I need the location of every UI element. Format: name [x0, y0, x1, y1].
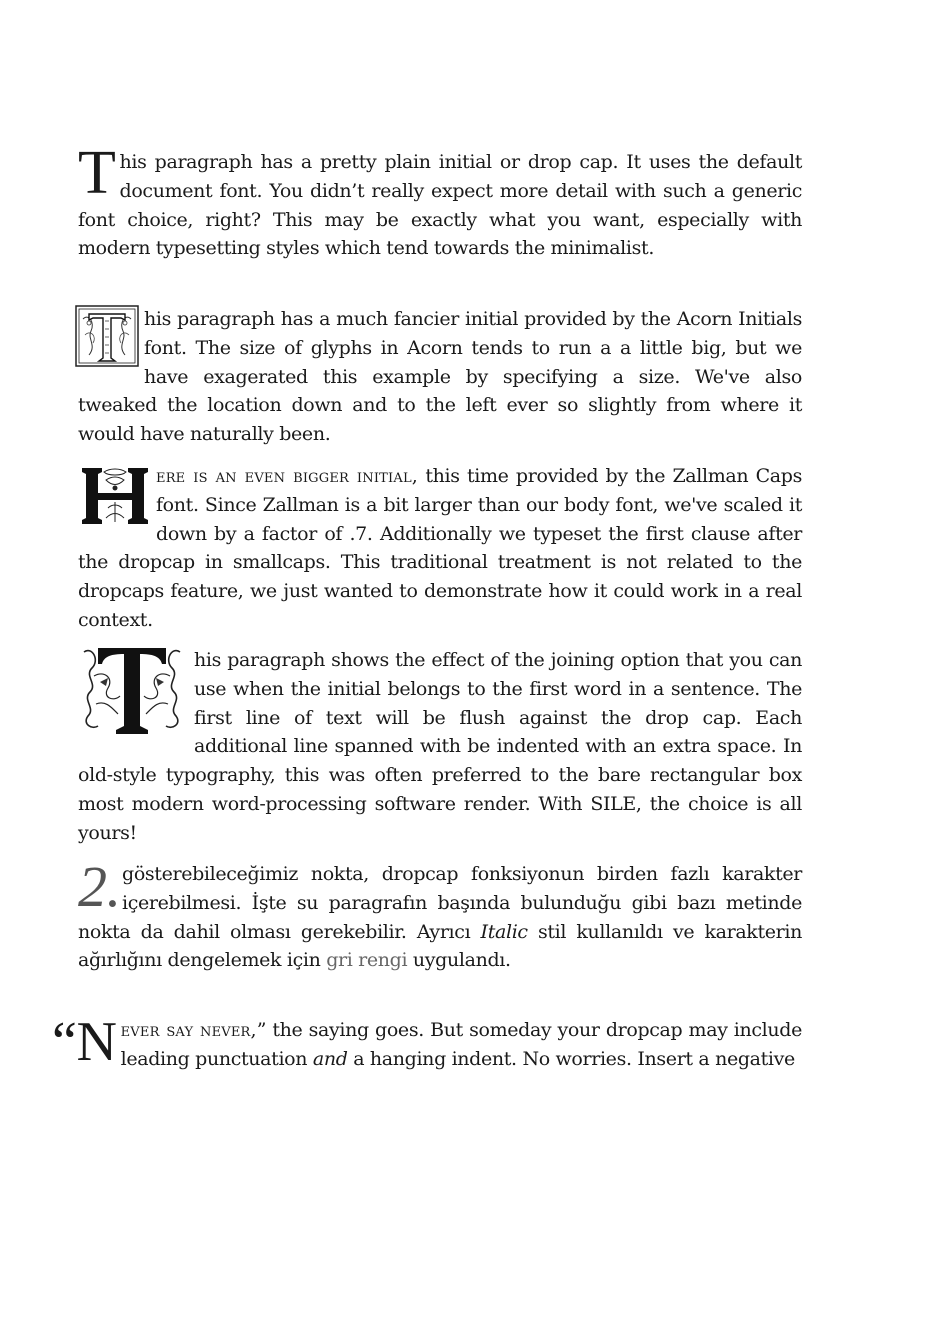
- drop-cap-number: 2.: [78, 854, 121, 919]
- paragraph-text: ” the saying goes. But someday your dropcap may include leading punctuation: [120, 1019, 803, 1070]
- italic-word: and: [312, 1047, 348, 1070]
- paragraph-text: a hanging indent. No worries. Insert a negative: [347, 1047, 795, 1070]
- paragraph-text: his paragraph shows the effect of the joining option that you can use when the initial belongs to the first word in a sentence. The first line of text will be flush against the drop cap. Each additional line spanned with be indented with an extra space. In old-style typography, this was often preferred to the bare rectangular box most modern word-processing software render. With SILE, the choice is all yours!: [78, 649, 802, 844]
- paragraph-acorn-initial: [78, 305, 802, 449]
- paragraph-joined-initial: [78, 646, 802, 848]
- paragraph-punctuation-initial: [52, 1011, 803, 1074]
- smallcaps-clause: ever say never,: [120, 1019, 257, 1041]
- paragraph-plain-initial: [78, 139, 802, 263]
- drop-cap-quote-n: “N: [52, 1011, 117, 1073]
- paragraph-text: gösterebileceğimiz nokta, dropcap fonksiyonun birden fazlı karakter içerebilmesi. İşte su paragrafın başında bulunduğu gibi bazı metinde nokta da dahil olması gerekebilir. Ayrıcı: [78, 863, 802, 943]
- paragraph-text: this time provided by the Zallman Caps font. Since Zallman is a bit larger than our body font, we've scaled it down by a factor of .7. Additionally we typeset the first clause after the dropcap in smallcaps. This traditional treatment is not related to the dropcaps feature, we just wanted to demonstrate how it could work in a real context.: [78, 465, 802, 631]
- paragraph-text: stil kullanıldı ve karakterin ağırlığını dengelemek için: [78, 920, 803, 972]
- paragraph-text: his paragraph has a pretty plain initial or drop cap. It uses the default document font. You didn’t really expect more detail with such a generic font choice, right? This may be exactly what you want, especially with modern typesetting styles which tend towards the minimalist.: [78, 151, 802, 260]
- drop-cap-plain: T: [78, 139, 116, 207]
- paragraph-zallman-initial: [78, 462, 802, 635]
- smallcaps-clause: ere is an even bigger initial,: [156, 465, 419, 487]
- drop-cap-ornate-t: [78, 642, 186, 738]
- paragraph-text: his paragraph has a much fancier initial provided by the Acorn Initials font. The size of glyphs in Acorn tends to run a a little big, but we have exagerated this example by specifying a size. We've also tweaked the location down and to the left ever so slightly from where it would have naturally been.: [78, 308, 802, 446]
- paragraph-numeric-initial: [78, 854, 803, 975]
- drop-cap-acorn-ornament: [75, 305, 139, 367]
- gray-text: gri rengi: [326, 949, 408, 972]
- paragraph-text: uygulandı.: [407, 949, 511, 972]
- drop-cap-zallman-ornament: [78, 466, 152, 526]
- italic-word: Italic: [480, 920, 528, 943]
